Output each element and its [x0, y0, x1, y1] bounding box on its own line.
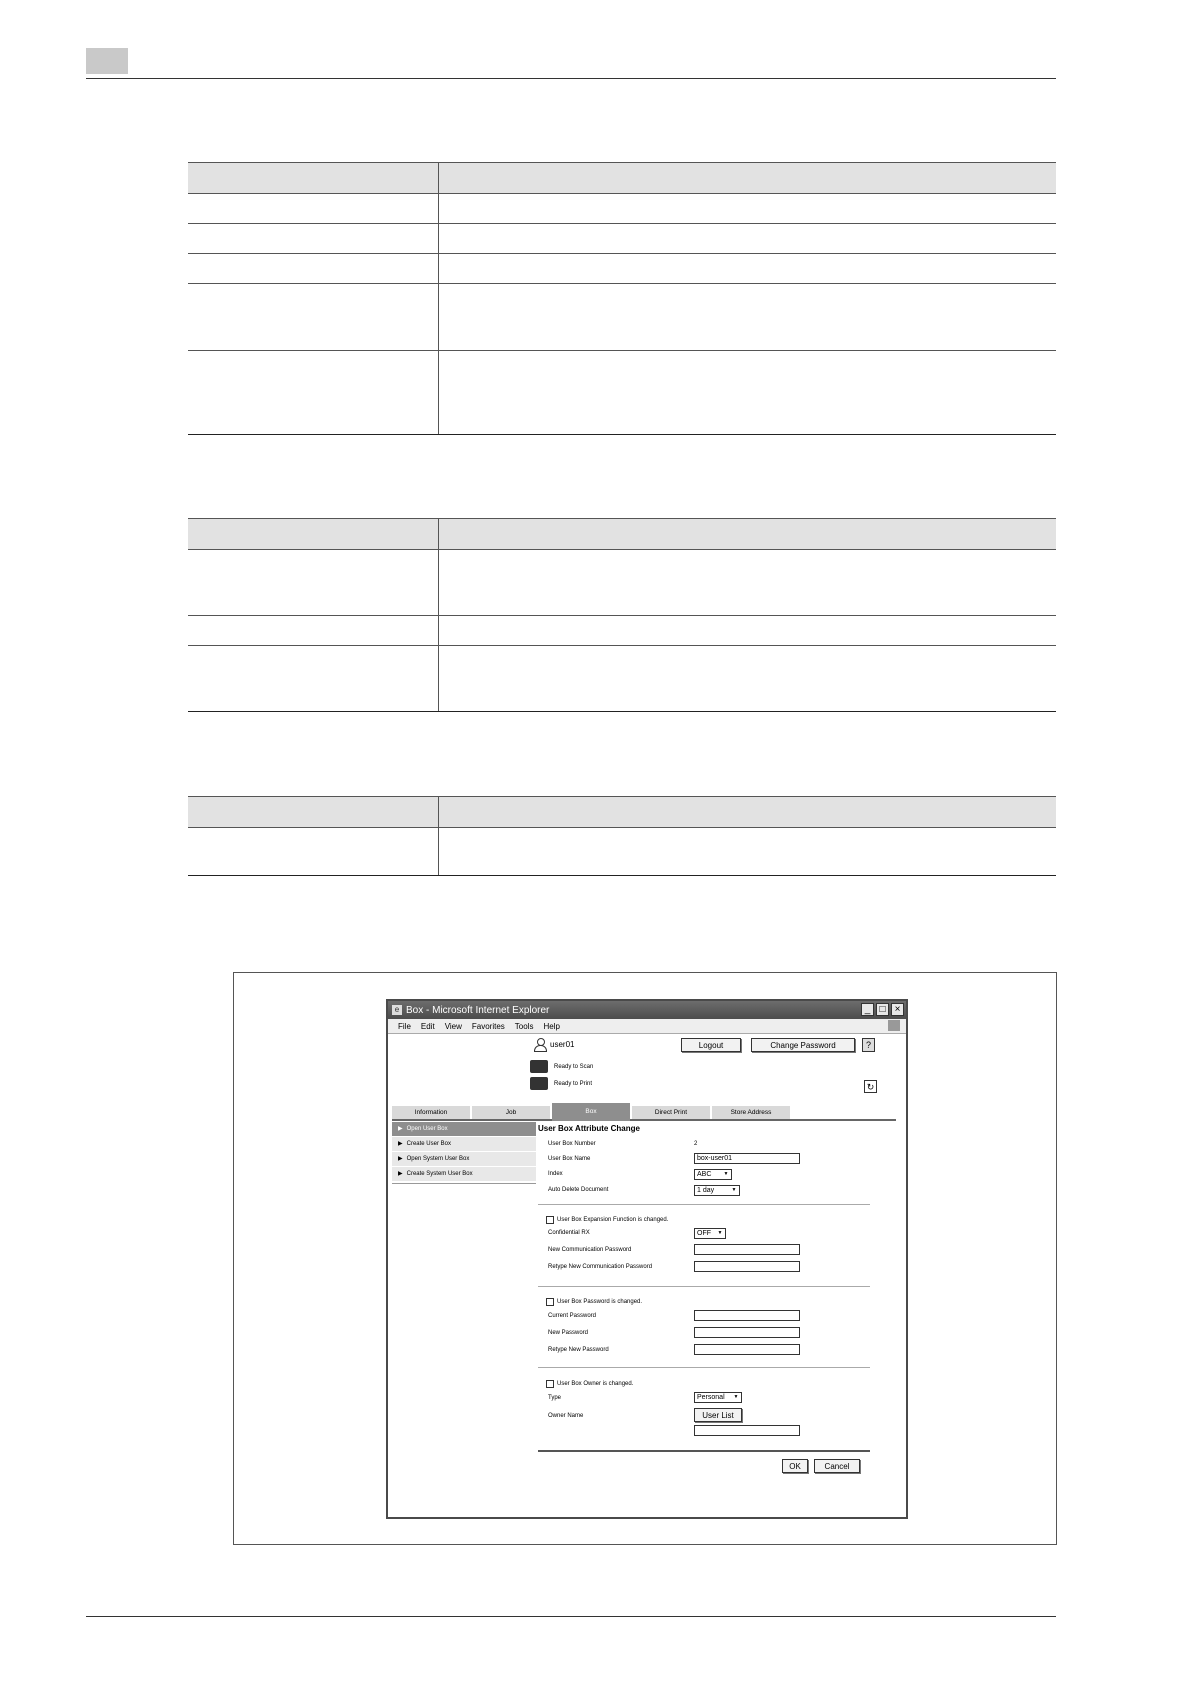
sidebar-item-label: Create User Box — [406, 1141, 451, 1147]
arrow-right-icon: ▶ — [398, 1156, 403, 1162]
auto-delete-select[interactable] — [694, 1185, 740, 1196]
sidebar-item-label: Open System User Box — [406, 1156, 470, 1162]
arrow-right-icon: ▶ — [398, 1141, 403, 1147]
tab-store-address[interactable]: Store Address — [712, 1106, 790, 1119]
auto-delete-label: Auto Delete Document — [548, 1187, 609, 1193]
form-title: User Box Attribute Change — [538, 1124, 640, 1133]
box-number-label: User Box Number — [548, 1141, 596, 1147]
type-label: Type — [548, 1395, 562, 1401]
form-bottom-divider — [538, 1450, 870, 1452]
table-row — [188, 550, 1056, 616]
cancel-button[interactable]: Cancel — [814, 1459, 860, 1473]
box-number-value: 2 — [694, 1141, 698, 1147]
index-label: Index — [548, 1171, 563, 1177]
chevron-down-icon: ▼ — [731, 1187, 737, 1193]
confidential-rx-select-value: OFF — [697, 1230, 711, 1237]
footer-rule — [86, 1616, 1056, 1617]
user-icon — [534, 1038, 546, 1051]
current-password-label: Current Password — [548, 1313, 597, 1319]
close-button[interactable]: × — [891, 1003, 904, 1016]
type-select[interactable] — [694, 1392, 742, 1403]
chevron-down-icon: ▼ — [723, 1171, 729, 1177]
header-rule — [86, 78, 1056, 79]
sidebar-item-create-user-box[interactable] — [392, 1137, 536, 1152]
menu-file[interactable]: File — [398, 1021, 411, 1031]
logout-button[interactable]: Logout — [681, 1038, 741, 1052]
arrow-right-icon: ▶ — [398, 1126, 403, 1132]
tab-information[interactable]: Information — [392, 1106, 470, 1119]
checkbox-box[interactable] — [546, 1380, 554, 1388]
type-select-value: Personal — [697, 1394, 725, 1401]
table-row — [188, 646, 1056, 712]
window-title: Box - Microsoft Internet Explorer — [406, 1004, 550, 1016]
sidebar-item-label: Open User Box — [406, 1126, 448, 1132]
owner-name-input[interactable] — [694, 1425, 800, 1436]
help-icon[interactable]: ? — [862, 1038, 875, 1052]
retype-comm-password-input[interactable] — [694, 1261, 800, 1272]
confidential-rx-select[interactable] — [694, 1228, 726, 1239]
refresh-icon[interactable]: ↻ — [864, 1080, 877, 1093]
section-divider — [538, 1286, 870, 1287]
tab-box[interactable]: Box — [552, 1103, 630, 1121]
print-status-text: Ready to Print — [554, 1080, 593, 1087]
browser-window — [386, 999, 908, 1519]
page-corner-tab — [86, 48, 128, 74]
menu-tools[interactable]: Tools — [514, 1021, 534, 1031]
settings-table-3 — [188, 796, 1056, 876]
new-comm-password-label: New Communication Password — [548, 1247, 632, 1253]
section-divider — [538, 1367, 870, 1368]
index-select-value: ABC — [697, 1171, 712, 1178]
index-select[interactable] — [694, 1169, 732, 1180]
password-checkbox[interactable] — [546, 1298, 642, 1306]
checkbox-box[interactable] — [546, 1298, 554, 1306]
arrow-right-icon: ▶ — [398, 1171, 403, 1177]
sidebar-item-open-user-box[interactable] — [392, 1122, 536, 1137]
sidebar-item-label: Create System User Box — [406, 1171, 473, 1177]
window-controls — [861, 1003, 904, 1016]
tab-direct-print[interactable]: Direct Print — [632, 1106, 710, 1119]
scanner-icon — [530, 1060, 548, 1073]
menu-help[interactable]: Help — [543, 1021, 560, 1031]
tab-job[interactable]: Job — [472, 1106, 550, 1119]
table-header-row — [188, 519, 1056, 550]
menu-view[interactable]: View — [444, 1021, 462, 1031]
ie-icon: e — [392, 1005, 402, 1015]
table-row — [188, 194, 1056, 224]
retype-comm-password-label: Retype New Communication Password — [548, 1264, 653, 1270]
confidential-rx-label: Confidential RX — [548, 1230, 590, 1236]
sidebar-item-create-system-user-box[interactable] — [392, 1167, 536, 1182]
maximize-button[interactable]: □ — [876, 1003, 889, 1016]
chevron-down-icon: ▼ — [733, 1394, 739, 1400]
new-password-label: New Password — [548, 1330, 589, 1336]
settings-table-1 — [188, 162, 1056, 435]
menu-edit[interactable]: Edit — [420, 1021, 435, 1031]
change-password-button[interactable]: Change Password — [751, 1038, 855, 1052]
checkbox-box[interactable] — [546, 1216, 554, 1224]
current-password-input[interactable] — [694, 1310, 800, 1321]
owner-checkbox-label: User Box Owner is changed. — [557, 1381, 634, 1387]
user-indicator — [534, 1038, 574, 1051]
auto-delete-select-value: 1 day — [697, 1187, 715, 1194]
retype-password-input[interactable] — [694, 1344, 800, 1355]
menu-favorites[interactable]: Favorites — [471, 1021, 505, 1031]
user-list-button[interactable]: User List — [694, 1408, 742, 1422]
sidebar-divider — [392, 1183, 536, 1184]
box-name-label: User Box Name — [548, 1156, 591, 1162]
table-row — [188, 828, 1056, 876]
table-row — [188, 254, 1056, 284]
menu-bar — [388, 1019, 906, 1034]
table-header-row — [188, 797, 1056, 828]
page-content — [388, 1034, 906, 1514]
sidebar — [392, 1122, 536, 1184]
print-status — [530, 1077, 592, 1090]
owner-checkbox[interactable] — [546, 1380, 633, 1388]
table-row — [188, 616, 1056, 646]
table-row — [188, 284, 1056, 351]
sidebar-item-open-system-user-box[interactable] — [392, 1152, 536, 1167]
table-row — [188, 351, 1056, 435]
table-row — [188, 224, 1056, 254]
retype-password-label: Retype New Password — [548, 1347, 609, 1353]
owner-name-label: Owner Name — [548, 1413, 584, 1419]
title-bar — [388, 1001, 906, 1019]
chevron-down-icon: ▼ — [717, 1230, 723, 1236]
table-header-row — [188, 163, 1056, 194]
user-name: user01 — [550, 1040, 575, 1049]
box-name-input[interactable]: box-user01 — [694, 1153, 800, 1164]
windows-logo-icon — [888, 1020, 900, 1031]
password-checkbox-label: User Box Password is changed. — [557, 1299, 643, 1305]
ok-button[interactable]: OK — [782, 1459, 808, 1473]
new-password-input[interactable] — [694, 1327, 800, 1338]
settings-table-2 — [188, 518, 1056, 712]
scan-status-text: Ready to Scan — [554, 1063, 594, 1070]
main-tabs — [392, 1103, 896, 1121]
section-divider — [538, 1204, 870, 1205]
minimize-button[interactable]: _ — [861, 1003, 874, 1016]
expansion-checkbox-label: User Box Expansion Function is changed. — [557, 1217, 669, 1223]
new-comm-password-input[interactable] — [694, 1244, 800, 1255]
printer-icon — [530, 1077, 548, 1090]
scan-status — [530, 1060, 593, 1073]
expansion-checkbox[interactable] — [546, 1216, 668, 1224]
